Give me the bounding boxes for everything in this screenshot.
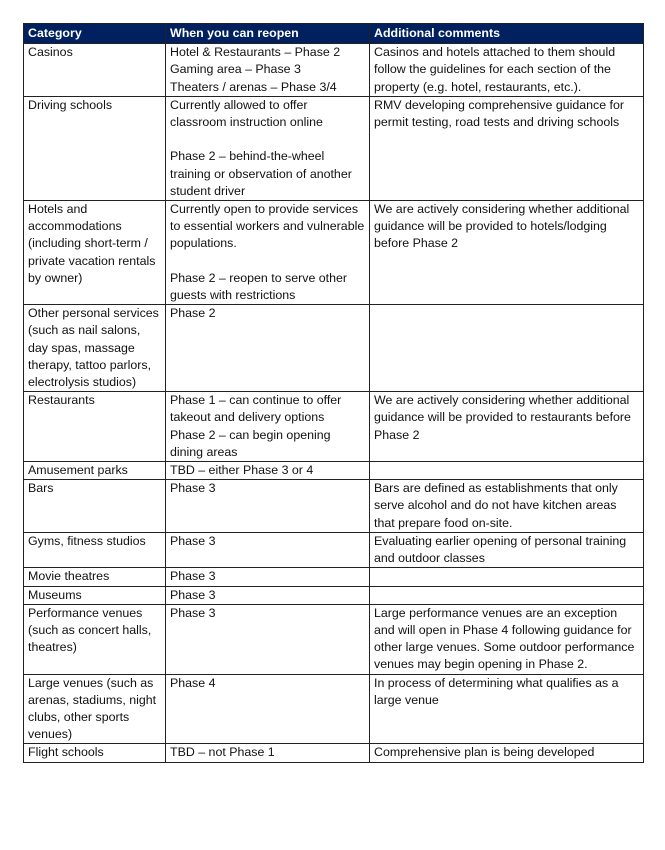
reopen-cell: Phase 2 xyxy=(166,305,370,392)
category-cell: Museums xyxy=(24,586,166,604)
comment-cell xyxy=(370,568,644,586)
table-row xyxy=(24,305,644,392)
header-cell-when-reopen: When you can reopen xyxy=(166,24,370,44)
table-row xyxy=(24,604,644,674)
reopening-table xyxy=(23,23,644,763)
table-row xyxy=(24,480,644,533)
reopen-cell: Phase 3 xyxy=(166,480,370,533)
category-cell: Bars xyxy=(24,480,166,533)
category-cell: Performance venues (such as concert halls, theatres) xyxy=(24,604,166,674)
category-cell: Amusement parks xyxy=(24,462,166,480)
category-cell: Large venues (such as arenas, stadiums, night clubs, other sports venues) xyxy=(24,674,166,744)
table-row xyxy=(24,392,644,462)
reopen-cell: Phase 3 xyxy=(166,586,370,604)
table-row xyxy=(24,674,644,744)
comment-cell: We are actively considering whether additional guidance will be provided to hotels/lodging before Phase 2 xyxy=(370,201,644,305)
comment-cell: Large performance venues are an exception and will open in Phase 4 following guidance for other large venues. Some outdoor performance venues may begin opening in Phase 2. xyxy=(370,604,644,674)
header-cell-category: Category xyxy=(24,24,166,44)
comment-cell xyxy=(370,462,644,480)
reopen-cell: Currently open to provide services to essential workers and vulnerable populations. Phase 2 – reopen to serve other guests with restrictions xyxy=(166,201,370,305)
reopen-cell: TBD – not Phase 1 xyxy=(166,744,370,762)
category-cell: Hotels and accommodations (including short-term / private vacation rentals by owner) xyxy=(24,201,166,305)
comment-cell: Casinos and hotels attached to them should follow the guidelines for each section of the property (e.g. hotel, restaurants, etc.). xyxy=(370,44,644,97)
reopen-cell: Phase 4 xyxy=(166,674,370,744)
reopen-cell: Currently allowed to offer classroom instruction online Phase 2 – behind-the-wheel training or observation of another student driver xyxy=(166,96,370,200)
comment-cell xyxy=(370,586,644,604)
category-cell: Flight schools xyxy=(24,744,166,762)
reopen-cell: Phase 3 xyxy=(166,532,370,567)
table-row xyxy=(24,201,644,305)
table-row xyxy=(24,586,644,604)
comment-cell xyxy=(370,305,644,392)
comment-cell: Bars are defined as establishments that only serve alcohol and do not have kitchen areas that prepare food on-site. xyxy=(370,480,644,533)
reopen-cell: TBD – either Phase 3 or 4 xyxy=(166,462,370,480)
header-cell-comments: Additional comments xyxy=(370,24,644,44)
comment-cell: RMV developing comprehensive guidance for permit testing, road tests and driving schools xyxy=(370,96,644,200)
reopen-cell: Hotel & Restaurants – Phase 2 Gaming area – Phase 3 Theaters / arenas – Phase 3/4 xyxy=(166,44,370,97)
category-cell: Movie theatres xyxy=(24,568,166,586)
table-row xyxy=(24,44,644,97)
category-cell: Restaurants xyxy=(24,392,166,462)
category-cell: Driving schools xyxy=(24,96,166,200)
comment-cell: Comprehensive plan is being developed xyxy=(370,744,644,762)
reopen-cell: Phase 1 – can continue to offer takeout and delivery options Phase 2 – can begin opening dining areas xyxy=(166,392,370,462)
table-row xyxy=(24,744,644,762)
reopen-cell: Phase 3 xyxy=(166,604,370,674)
table-row xyxy=(24,568,644,586)
comment-cell: We are actively considering whether additional guidance will be provided to restaurants before Phase 2 xyxy=(370,392,644,462)
category-cell: Gyms, fitness studios xyxy=(24,532,166,567)
category-cell: Casinos xyxy=(24,44,166,97)
comment-cell: Evaluating earlier opening of personal training and outdoor classes xyxy=(370,532,644,567)
reopen-cell: Phase 3 xyxy=(166,568,370,586)
category-cell: Other personal services (such as nail salons, day spas, massage therapy, tattoo parlors, electrolysis studios) xyxy=(24,305,166,392)
table-row xyxy=(24,532,644,567)
table-row xyxy=(24,96,644,200)
header-row xyxy=(24,24,644,44)
table-row xyxy=(24,462,644,480)
comment-cell: In process of determining what qualifies as a large venue xyxy=(370,674,644,744)
